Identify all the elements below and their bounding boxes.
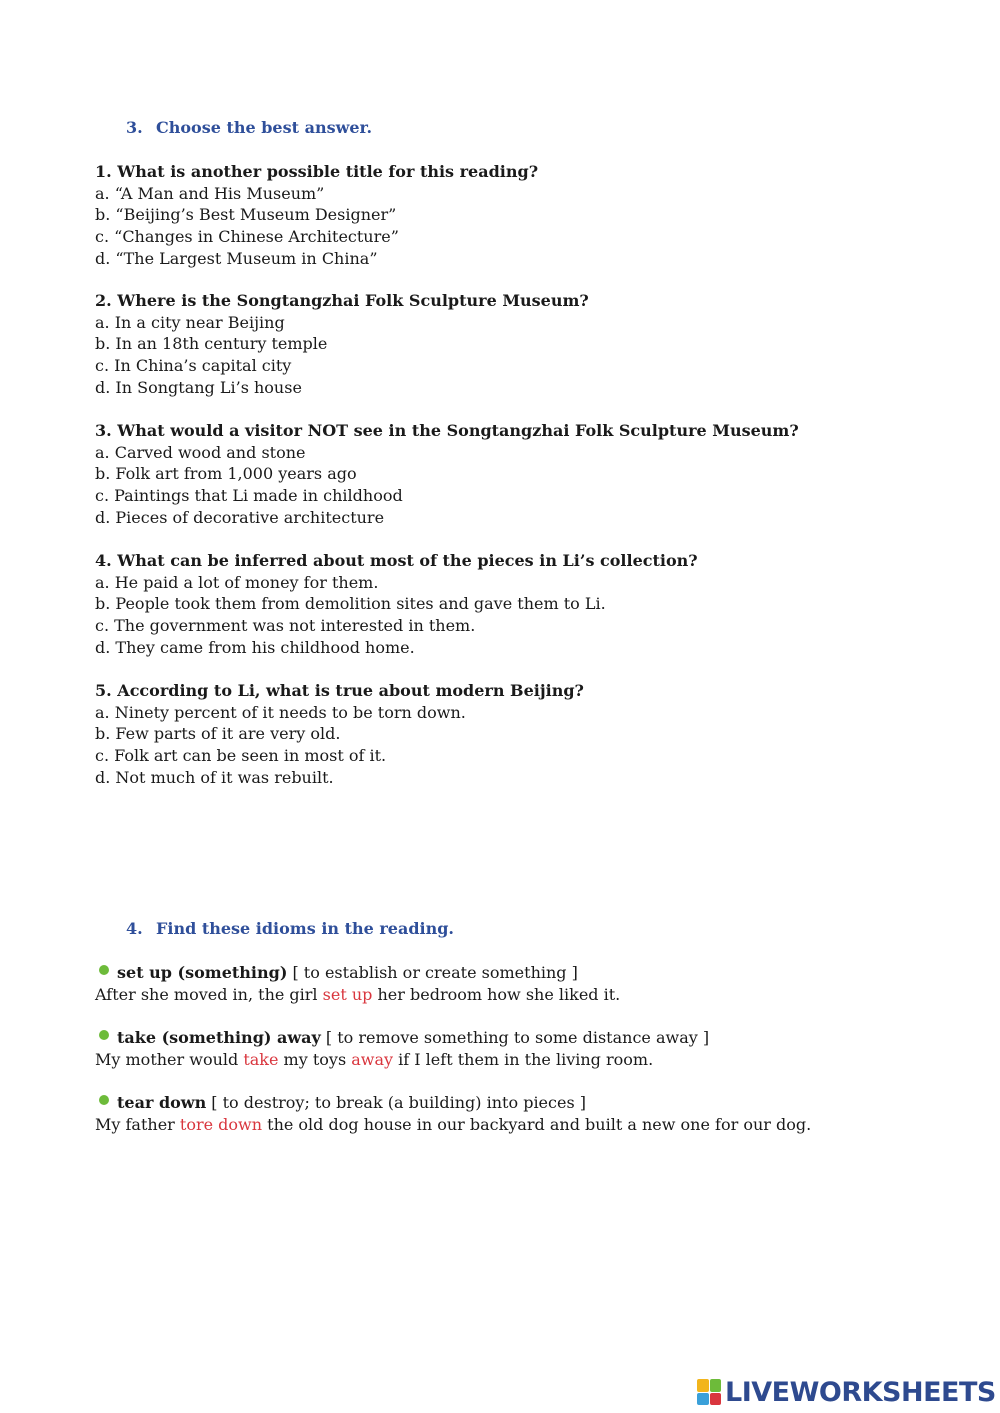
answer-option[interactable]: a. He paid a lot of money for them. [95,572,379,592]
answer-option[interactable]: a. In a city near Beijing [95,312,285,332]
idiom-example [95,1114,811,1136]
idiom-block-3 [95,1092,811,1136]
answer-option[interactable]: a. “A Man and His Museum” [95,183,325,203]
logo-block [697,1393,709,1406]
idiom-line [95,1092,811,1114]
idiom-block-2 [95,1027,709,1071]
question-block-1 [95,161,538,270]
question-block-5 [95,680,584,789]
example-text: the old dog house in our backyard and built a new one for our dog. [262,1115,812,1134]
idiom-definition: [ to establish or create something ] [287,963,578,982]
question-block-2 [95,290,589,399]
section-3-heading [126,118,372,137]
bullet-icon [99,965,109,975]
idiom-definition: [ to remove something to some distance away ] [320,1028,710,1047]
answer-option[interactable]: c. In China’s capital city [95,356,292,376]
question-block-3 [95,420,799,529]
idiom-definition: [ to destroy; to break (a building) into pieces ] [206,1093,586,1112]
question-text: 1. What is another possible title for this reading? [95,162,539,181]
answer-option[interactable]: a. Ninety percent of it needs to be torn down. [95,702,466,722]
bullet-icon [99,1095,109,1105]
question-text: 3. What would a visitor NOT see in the Songtangzhai Folk Sculpture Museum? [95,421,799,440]
answer-option[interactable]: c. Folk art can be seen in most of it. [95,746,387,766]
answer-option[interactable]: c. The government was not interested in them. [95,616,476,636]
example-text: My father [95,1115,180,1134]
bullet-icon [99,1030,109,1040]
answer-option[interactable]: b. Folk art from 1,000 years ago [95,464,357,484]
answer-option[interactable]: c. Paintings that Li made in childhood [95,486,403,506]
highlighted-idiom: tore down [179,1115,263,1134]
answer-option[interactable]: b. Few parts of it are very old. [95,724,341,744]
example-text: My mother would [95,1050,244,1069]
answer-option[interactable]: d. They came from his childhood home. [95,637,415,657]
idiom-term: set up (something) [117,963,288,982]
question-text: 5. According to Li, what is true about modern Beijing? [95,681,584,700]
answer-option[interactable]: d. Pieces of decorative architecture [95,507,385,527]
logo-text: LIVEWORKSHEETS [725,1376,996,1408]
example-text: if I left them in the living room. [393,1050,654,1069]
question-text: 2. Where is the Songtangzhai Folk Sculpture Museum? [95,291,589,310]
answer-option[interactable]: b. People took them from demolition sites and gave them to Li. [95,594,606,614]
idiom-block-1 [95,962,620,1006]
idiom-line [95,1027,709,1049]
answer-option[interactable]: b. In an 18th century temple [95,334,328,354]
section-3-title: Choose the best answer. [156,118,373,137]
answer-option[interactable]: d. “The Largest Museum in China” [95,248,378,268]
section-4-heading [126,919,454,938]
answer-option[interactable]: d. In Songtang Li’s house [95,377,302,397]
example-text: her bedroom how she liked it. [372,985,621,1004]
example-text: After she moved in, the girl [95,985,323,1004]
logo-block [710,1393,722,1406]
idiom-term: take (something) away [117,1028,321,1047]
section-3-number: 3. [126,118,143,137]
section-4-title: Find these idioms in the reading. [156,919,454,938]
idiom-example [95,984,620,1006]
highlighted-idiom: take [243,1050,279,1069]
question-text: 4. What can be inferred about most of the pieces in Li’s collection? [95,551,698,570]
idiom-example [95,1049,709,1071]
answer-option[interactable]: d. Not much of it was rebuilt. [95,767,334,787]
section-4-number: 4. [126,919,143,938]
logo-block [710,1379,722,1392]
answer-option[interactable]: a. Carved wood and stone [95,442,306,462]
highlighted-idiom: set up [322,985,373,1004]
logo-block [697,1379,709,1392]
question-block-4 [95,550,698,659]
example-text: my toys [278,1050,352,1069]
liveworksheets-logo-icon [697,1379,721,1405]
idiom-term: tear down [117,1093,207,1112]
highlighted-idiom: away [351,1050,394,1069]
liveworksheets-logo [697,1377,996,1407]
answer-option[interactable]: b. “Beijing’s Best Museum Designer” [95,205,397,225]
answer-option[interactable]: c. “Changes in Chinese Architecture” [95,227,399,247]
idiom-line [95,962,620,984]
